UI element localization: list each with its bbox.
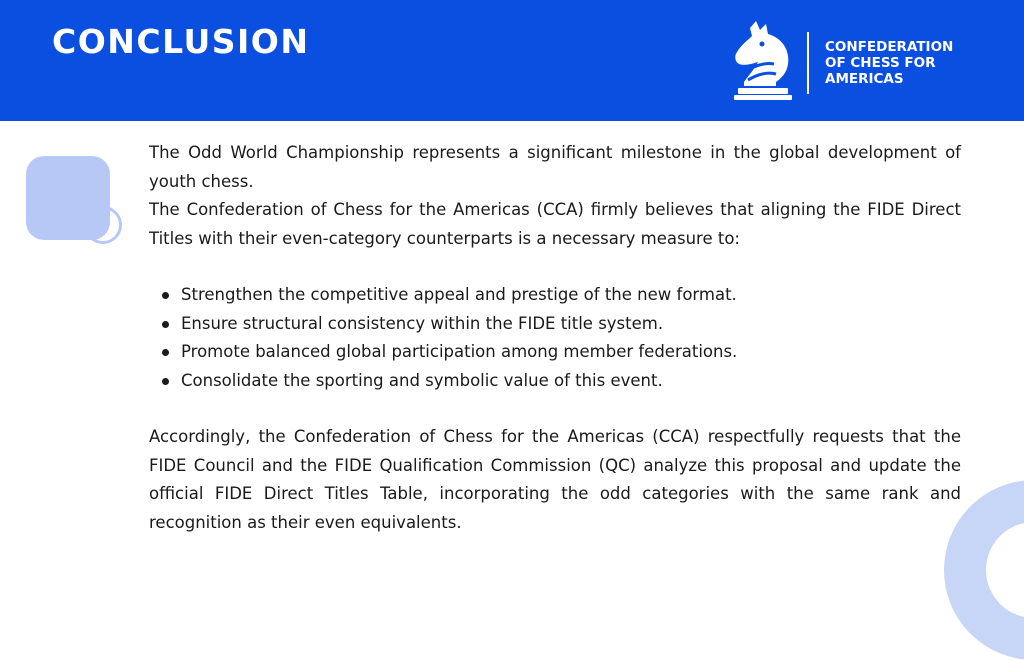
chess-knight-icon xyxy=(730,20,796,100)
bullet-icon xyxy=(162,378,169,385)
intro-paragraph-2: The Confederation of Chess for the Americas (CCA) firmly believes that aligning the FIDE Direct Titles with their even-category counterparts is a necessary measure to: xyxy=(149,200,961,248)
page-title: CONCLUSION xyxy=(52,22,310,61)
intro-paragraph-1: The Odd World Championship represents a significant milestone in the global development of youth chess. xyxy=(149,143,961,191)
org-line-1: CONFEDERATION xyxy=(825,39,954,55)
list-item: Promote balanced global participation among member federations. xyxy=(149,338,961,367)
body-text xyxy=(149,139,961,537)
bullet-icon xyxy=(162,292,169,299)
logo-divider xyxy=(807,32,809,94)
header-bar xyxy=(0,0,1024,121)
organization-name xyxy=(825,39,995,87)
closing-paragraph: Accordingly, the Confederation of Chess for the Americas (CCA) respectfully requests that the FIDE Council and the FIDE Qualification Commission (QC) analyze this proposal and update the official FIDE Direct Titles Table, incorporating the odd categories with the same rank and recognition as their even equivalents. xyxy=(149,427,961,532)
org-line-3: AMERICAS xyxy=(825,71,904,87)
bullet-list xyxy=(149,281,961,395)
bullet-icon xyxy=(162,349,169,356)
list-item: Consolidate the sporting and symbolic value of this event. xyxy=(149,367,961,396)
list-item: Strengthen the competitive appeal and prestige of the new format. xyxy=(149,281,961,310)
list-item: Ensure structural consistency within the FIDE title system. xyxy=(149,310,961,339)
decorative-circle xyxy=(84,206,122,244)
org-line-2: OF CHESS FOR xyxy=(825,55,936,71)
bullet-icon xyxy=(162,321,169,328)
